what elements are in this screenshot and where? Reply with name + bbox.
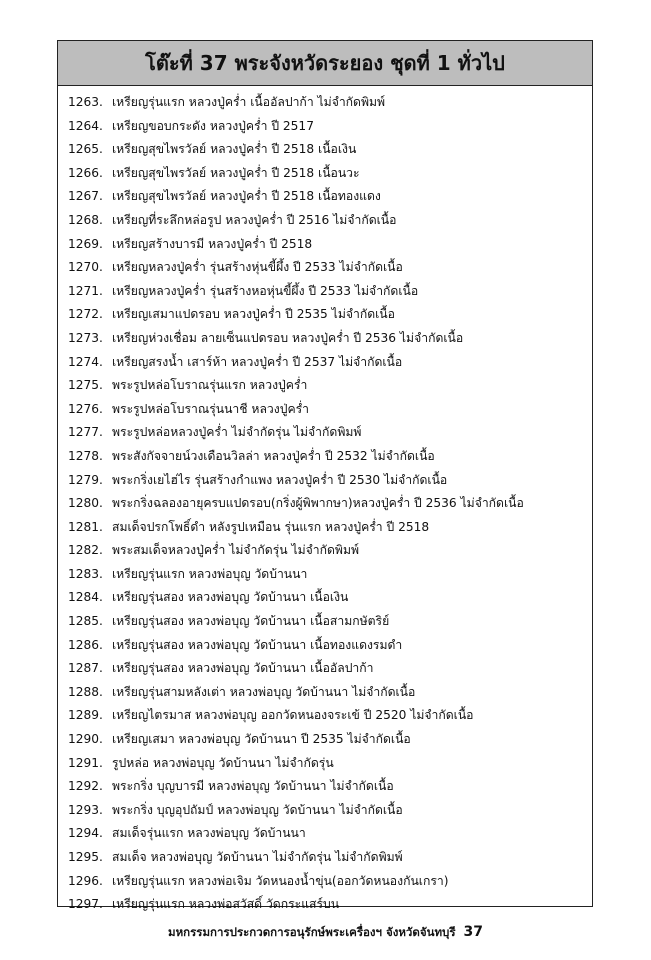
- item-number: 1291.: [68, 755, 103, 770]
- item-number: 1270.: [68, 260, 103, 275]
- item-text: พระสังกัจจายน์วงเดือนวิลล่า หลวงปู่คร่ำ ปี 2532 ไม่จำกัดเนื้อ: [112, 448, 435, 463]
- item-text: พระสมเด็จหลวงปู่คร่ำ ไม่จำกัดรุ่น ไม่จำกัดพิมพ์: [112, 543, 360, 558]
- item-number: 1265.: [68, 142, 103, 157]
- item-text: เหรียญรุ่นแรก หลวงพ่อบุญ วัดบ้านนา: [112, 566, 308, 581]
- list-item: [58, 280, 592, 304]
- item-text: เหรียญสร้างบารมี หลวงปู่คร่ำ ปี 2518: [112, 236, 313, 251]
- item-text: สมเด็จรุ่นแรก หลวงพ่อบุญ วัดบ้านนา: [112, 826, 306, 841]
- item-number: 1282.: [68, 543, 103, 558]
- item-number: 1267.: [68, 189, 103, 204]
- list-item: [58, 492, 592, 516]
- list-item: [58, 563, 592, 587]
- item-number: 1279.: [68, 472, 103, 487]
- amulet-list: [58, 86, 592, 917]
- item-number: 1294.: [68, 826, 103, 841]
- item-text: เหรียญสุขไพรวัลย์ หลวงปู่คร่ำ ปี 2518 เนื้อเงิน: [112, 142, 357, 157]
- item-number: 1274.: [68, 354, 103, 369]
- list-item: [58, 209, 592, 233]
- list-item: [58, 752, 592, 776]
- item-text: เหรียญรุ่นแรก หลวงปู่คร่ำ เนื้ออัลปาก้า ไม่จำกัดพิมพ์: [112, 95, 386, 109]
- item-number: 1286.: [68, 637, 103, 652]
- item-number: 1285.: [68, 614, 103, 629]
- item-number: 1268.: [68, 212, 103, 227]
- item-number: 1281.: [68, 519, 103, 534]
- page-title: โต๊ะที่ 37 พระจังหวัดระยอง ชุดที่ 1 ทั่วไป: [145, 51, 505, 75]
- catalog-frame: [57, 40, 593, 912]
- list-item: [58, 728, 592, 752]
- item-number: 1283.: [68, 566, 103, 581]
- item-text: เหรียญรุ่นสอง หลวงพ่อบุญ วัดบ้านนา เนื้อทองแดงรมดำ: [112, 637, 403, 652]
- item-text: เหรียญไตรมาส หลวงพ่อบุญ ออกวัดหนองจระเข้ ปี 2520 ไม่จำกัดเนื้อ: [112, 708, 474, 723]
- list-item: [58, 634, 592, 658]
- item-text: เหรียญเสมาแปดรอบ หลวงปู่คร่ำ ปี 2535 ไม่จำกัดเนื้อ: [112, 307, 395, 322]
- item-number: 1289.: [68, 708, 103, 723]
- list-item: [58, 303, 592, 327]
- list-item: [58, 822, 592, 846]
- list-item: [58, 586, 592, 610]
- item-number: 1278.: [68, 448, 103, 463]
- item-text: พระกริ่ง บุญบารมี หลวงพ่อบุญ วัดบ้านนา ไม่จำกัดเนื้อ: [112, 779, 394, 794]
- item-number: 1272.: [68, 307, 103, 322]
- item-text: รูปหล่อ หลวงพ่อบุญ วัดบ้านนา ไม่จำกัดรุ่น: [112, 755, 334, 770]
- item-text: เหรียญหลวงปู่คร่ำ รุ่นสร้างหอหุ่นขี้ผึ้ง ปี 2533 ไม่จำกัดเนื้อ: [112, 283, 419, 298]
- list-item: [58, 516, 592, 540]
- item-text: เหรียญสุขไพรวัลย์ หลวงปู่คร่ำ ปี 2518 เนื้อนวะ: [112, 165, 360, 180]
- item-number: 1288.: [68, 684, 103, 699]
- list-item: [58, 657, 592, 681]
- list-item: [58, 846, 592, 870]
- footer-text: มหกรรมการประกวดการอนุรักษ์พระเครื่องฯ จังหวัดจันทบุรี: [167, 925, 456, 939]
- item-number: 1276.: [68, 401, 103, 416]
- item-text: เหรียญสุขไพรวัลย์ หลวงปู่คร่ำ ปี 2518 เนื้อทองแดง: [112, 189, 381, 204]
- item-number: 1284.: [68, 590, 103, 605]
- list-item: [58, 539, 592, 563]
- item-text: เหรียญเสมา หลวงพ่อบุญ วัดบ้านนา ปี 2535 ไม่จำกัดเนื้อ: [112, 732, 411, 747]
- item-number: 1266.: [68, 165, 103, 180]
- item-text: เหรียญรุ่นแรก หลวงพ่อเจิม วัดหนองน้ำขุ่น(ออกวัดหนองกันเกรา): [112, 873, 449, 888]
- item-number: 1295.: [68, 850, 103, 864]
- list-item: [58, 893, 592, 917]
- list-item: [58, 162, 592, 186]
- list-item: [58, 799, 592, 823]
- item-text: พระรูปหล่อหลวงปู่คร่ำ ไม่จำกัดรุ่น ไม่จำกัดพิมพ์: [112, 425, 362, 440]
- item-number: 1269.: [68, 236, 103, 251]
- item-number: 1292.: [68, 779, 103, 794]
- item-number: 1280.: [68, 496, 103, 511]
- list-item: [58, 445, 592, 469]
- item-number: 1296.: [68, 873, 103, 888]
- list-item: [58, 256, 592, 280]
- list-item: [58, 351, 592, 375]
- list-item: [58, 233, 592, 257]
- item-number: 1271.: [68, 283, 103, 298]
- item-text: เหรียญรุ่นสามหลังเต่า หลวงพ่อบุญ วัดบ้านนา ไม่จำกัดเนื้อ: [112, 684, 416, 699]
- item-text: เหรียญหลวงปู่คร่ำ รุ่นสร้างหุ่นขี้ผึ้ง ปี 2533 ไม่จำกัดเนื้อ: [112, 260, 403, 275]
- list-item: [58, 610, 592, 634]
- item-number: 1293.: [68, 802, 103, 817]
- list-item: [58, 398, 592, 422]
- item-number: 1290.: [68, 732, 103, 747]
- list-item: [58, 185, 592, 209]
- list-item: [58, 775, 592, 799]
- item-text: สมเด็จปรกโพธิ์ดำ หลังรูปเหมือน รุ่นแรก หลวงปู่คร่ำ ปี 2518: [112, 519, 430, 534]
- item-number: 1297.: [68, 897, 103, 912]
- list-item: [58, 469, 592, 493]
- list-item: [58, 115, 592, 139]
- item-text: เหรียญขอบกระดัง หลวงปู่คร่ำ ปี 2517: [112, 118, 314, 133]
- page-footer: [0, 924, 651, 942]
- item-text: เหรียญรุ่นสอง หลวงพ่อบุญ วัดบ้านนา เนื้ออัลปาก้า: [112, 661, 374, 676]
- item-number: 1273.: [68, 330, 103, 345]
- item-text: เหรียญรุ่นสอง หลวงพ่อบุญ วัดบ้านนา เนื้อสามกษัตริย์: [112, 614, 390, 629]
- item-number: 1287.: [68, 661, 103, 676]
- item-text: สมเด็จ หลวงพ่อบุญ วัดบ้านนา ไม่จำกัดรุ่น ไม่จำกัดพิมพ์: [112, 850, 403, 864]
- item-text: เหรียญรุ่นสอง หลวงพ่อบุญ วัดบ้านนา เนื้อเงิน: [112, 590, 349, 605]
- item-number: 1263.: [68, 95, 103, 109]
- item-number: 1275.: [68, 378, 103, 393]
- list-item: [58, 681, 592, 705]
- list-item: [58, 91, 592, 115]
- list-item: [58, 374, 592, 398]
- item-text: เหรียญห่วงเชื่อม ลายเซ็นแปดรอบ หลวงปู่คร่ำ ปี 2536 ไม่จำกัดเนื้อ: [112, 330, 464, 345]
- item-text: พระกริ่งเยไฮ่ไร รุ่นสร้างกำแพง หลวงปู่คร่ำ ปี 2530 ไม่จำกัดเนื้อ: [112, 472, 448, 487]
- table-header: [58, 41, 592, 86]
- list-item: [58, 327, 592, 351]
- item-text: พระรูปหล่อโบราณรุ่นนาชี หลวงปู่คร่ำ: [112, 401, 309, 416]
- item-text: พระรูปหล่อโบราณรุ่นแรก หลวงปู่คร่ำ: [112, 378, 308, 393]
- list-item: [58, 138, 592, 162]
- item-text: เหรียญที่ระลึกหล่อรูป หลวงปู่คร่ำ ปี 2516 ไม่จำกัดเนื้อ: [112, 212, 397, 227]
- item-text: พระกริ่ง บุญอุปถัมป์ หลวงพ่อบุญ วัดบ้านนา ไม่จำกัดเนื้อ: [112, 802, 403, 817]
- list-item: [58, 421, 592, 445]
- item-text: พระกริ่งฉลองอายุครบแปดรอบ(กริ่งผู้พิพากษา)หลวงปู่คร่ำ ปี 2536 ไม่จำกัดเนื้อ: [112, 496, 524, 511]
- item-number: 1264.: [68, 118, 103, 133]
- list-item: [58, 704, 592, 728]
- list-item: [58, 870, 592, 894]
- page-number: 37: [463, 924, 484, 940]
- item-text: เหรียญสรงน้ำ เสาร์ห้า หลวงปู่คร่ำ ปี 2537 ไม่จำกัดเนื้อ: [112, 354, 403, 369]
- item-number: 1277.: [68, 425, 103, 440]
- item-text: เหรียญรุ่นแรก หลวงพ่อสวัสดิ์ วัดกระแสร์บน: [112, 897, 340, 912]
